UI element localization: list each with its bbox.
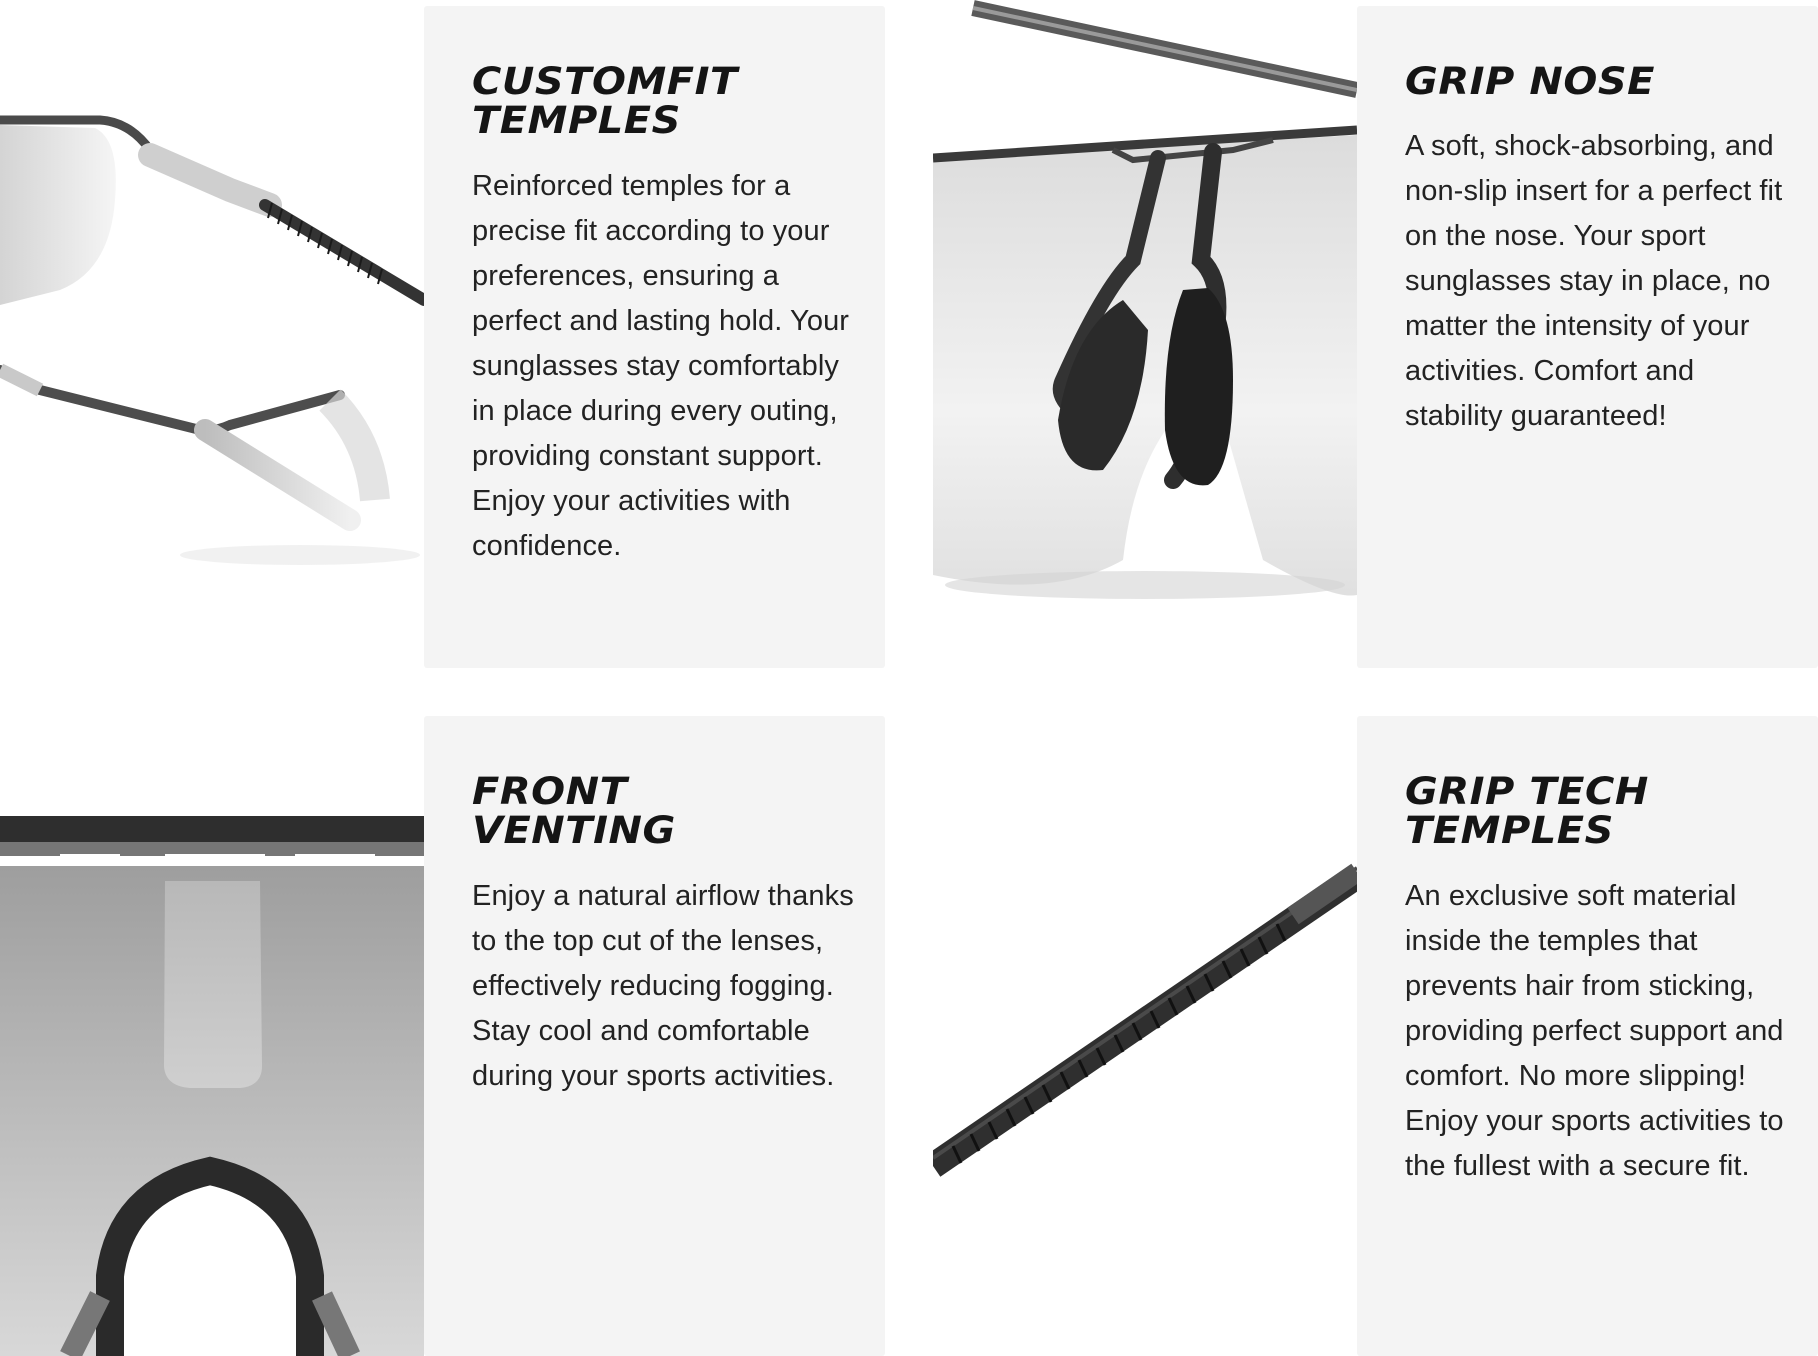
grip-tech-temples-illustration (933, 716, 1357, 1356)
feature-title: GRIP TECH TEMPLES (1405, 770, 1649, 852)
feature-title: GRIP NOSE (1405, 60, 1655, 103)
grip-nose-illustration (933, 0, 1357, 668)
feature-description: An exclusive soft material inside the temples that prevents hair from sticking, providing perfect support and comfort. No more slipping! Enjoy your sports activities to the fullest with a secure fit. (1405, 880, 1784, 1182)
customfit-temples-illustration (0, 0, 424, 668)
customfit-temples-image (0, 0, 424, 668)
front-venting-illustration (0, 716, 424, 1356)
front-venting-image (0, 716, 424, 1356)
feature-card-front-venting (424, 716, 885, 1356)
feature-description: Enjoy a natural airflow thanks to the top cut of the lenses, effectively reducing fogging. Stay cool and comfortable during your sports activities. (472, 880, 854, 1092)
grip-tech-temples-image (933, 716, 1357, 1356)
feature-card-customfit-temples (424, 6, 885, 668)
grip-nose-image (933, 0, 1357, 668)
feature-title: CUSTOMFIT TEMPLES (472, 60, 738, 142)
feature-card-grip-nose (1357, 6, 1818, 668)
feature-description: Reinforced temples for a precise fit according to your preferences, ensuring a perfect and lasting hold. Your sunglasses stay comfortably in place during every outing, providing constant support. Enjoy your activities with confidence. (472, 170, 850, 562)
feature-description: A soft, shock-absorbing, and non-slip insert for a perfect fit on the nose. Your sport sunglasses stay in place, no matter the intensity of your activities. Comfort and stability guaranteed! (1405, 130, 1783, 432)
feature-card-grip-tech-temples (1357, 716, 1818, 1356)
feature-title: FRONT VENTING (472, 770, 676, 852)
